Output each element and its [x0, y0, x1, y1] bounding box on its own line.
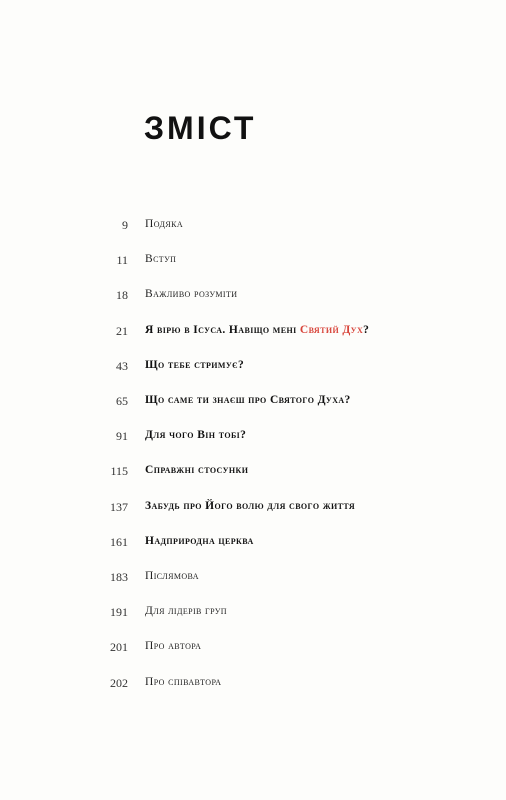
toc-entry-chapter-1[interactable] [0, 324, 506, 344]
toc-title: Надприродна церква [145, 535, 254, 547]
toc-title: Забудь про Його волю для свого життя [145, 500, 356, 512]
toc-entry-afterword[interactable] [0, 570, 506, 590]
toc-entry-introduction[interactable] [0, 253, 506, 273]
toc-title: Для чого Він тобі? [145, 429, 247, 441]
toc-title-highlight: Святий Дух [299, 324, 364, 336]
toc-page-number: 21 [116, 324, 128, 338]
toc-entry-acknowledgements[interactable] [0, 218, 506, 238]
toc-page-number: 115 [110, 464, 128, 478]
toc-title-part: ? [363, 324, 370, 336]
toc-page-number: 191 [110, 605, 128, 619]
toc-page-number: 11 [116, 253, 128, 267]
toc-entry-chapter-6[interactable] [0, 500, 506, 520]
toc-title: Про співавтора [145, 676, 222, 688]
toc-title: Важливо розуміти [145, 288, 238, 300]
toc-title: Подяка [145, 218, 183, 230]
page-title: ЗМІСТ [144, 110, 257, 146]
toc-title: Вступ [145, 253, 177, 265]
toc-page-number: 161 [110, 535, 128, 549]
toc-page-number: 18 [116, 288, 128, 302]
toc-title: Що саме ти знаєш про Святого Духа? [145, 394, 351, 406]
toc-page-number: 91 [116, 429, 128, 443]
toc-title: Що тебе стримує? [145, 359, 245, 371]
toc-title: Справжні стосунки [145, 464, 249, 476]
toc-entry-important-to-understand[interactable] [0, 288, 506, 308]
toc-entry-chapter-4[interactable] [0, 429, 506, 449]
toc-entry-group-leaders[interactable] [0, 605, 506, 625]
toc-page-number: 201 [110, 640, 128, 654]
toc-title: Про автора [145, 640, 202, 652]
toc-page-number: 43 [116, 359, 128, 373]
toc-page-number: 137 [110, 500, 128, 514]
toc-title: Післямова [145, 570, 199, 582]
toc-page-number: 183 [110, 570, 128, 584]
toc-entry-chapter-5[interactable] [0, 464, 506, 484]
toc-title: Для лідерів груп [145, 605, 227, 617]
toc-entry-chapter-7[interactable] [0, 535, 506, 555]
toc-title-part: Я вірю в Ісуса. Навіщо мені [145, 324, 300, 336]
toc-page-number: 65 [116, 394, 128, 408]
toc-title [145, 324, 369, 336]
toc-entry-about-coauthor[interactable] [0, 676, 506, 696]
toc-entry-about-author[interactable] [0, 640, 506, 660]
toc-page-number: 202 [110, 676, 128, 690]
toc-entry-chapter-3[interactable] [0, 394, 506, 414]
toc-page-number: 9 [122, 218, 128, 232]
toc-entry-chapter-2[interactable] [0, 359, 506, 379]
